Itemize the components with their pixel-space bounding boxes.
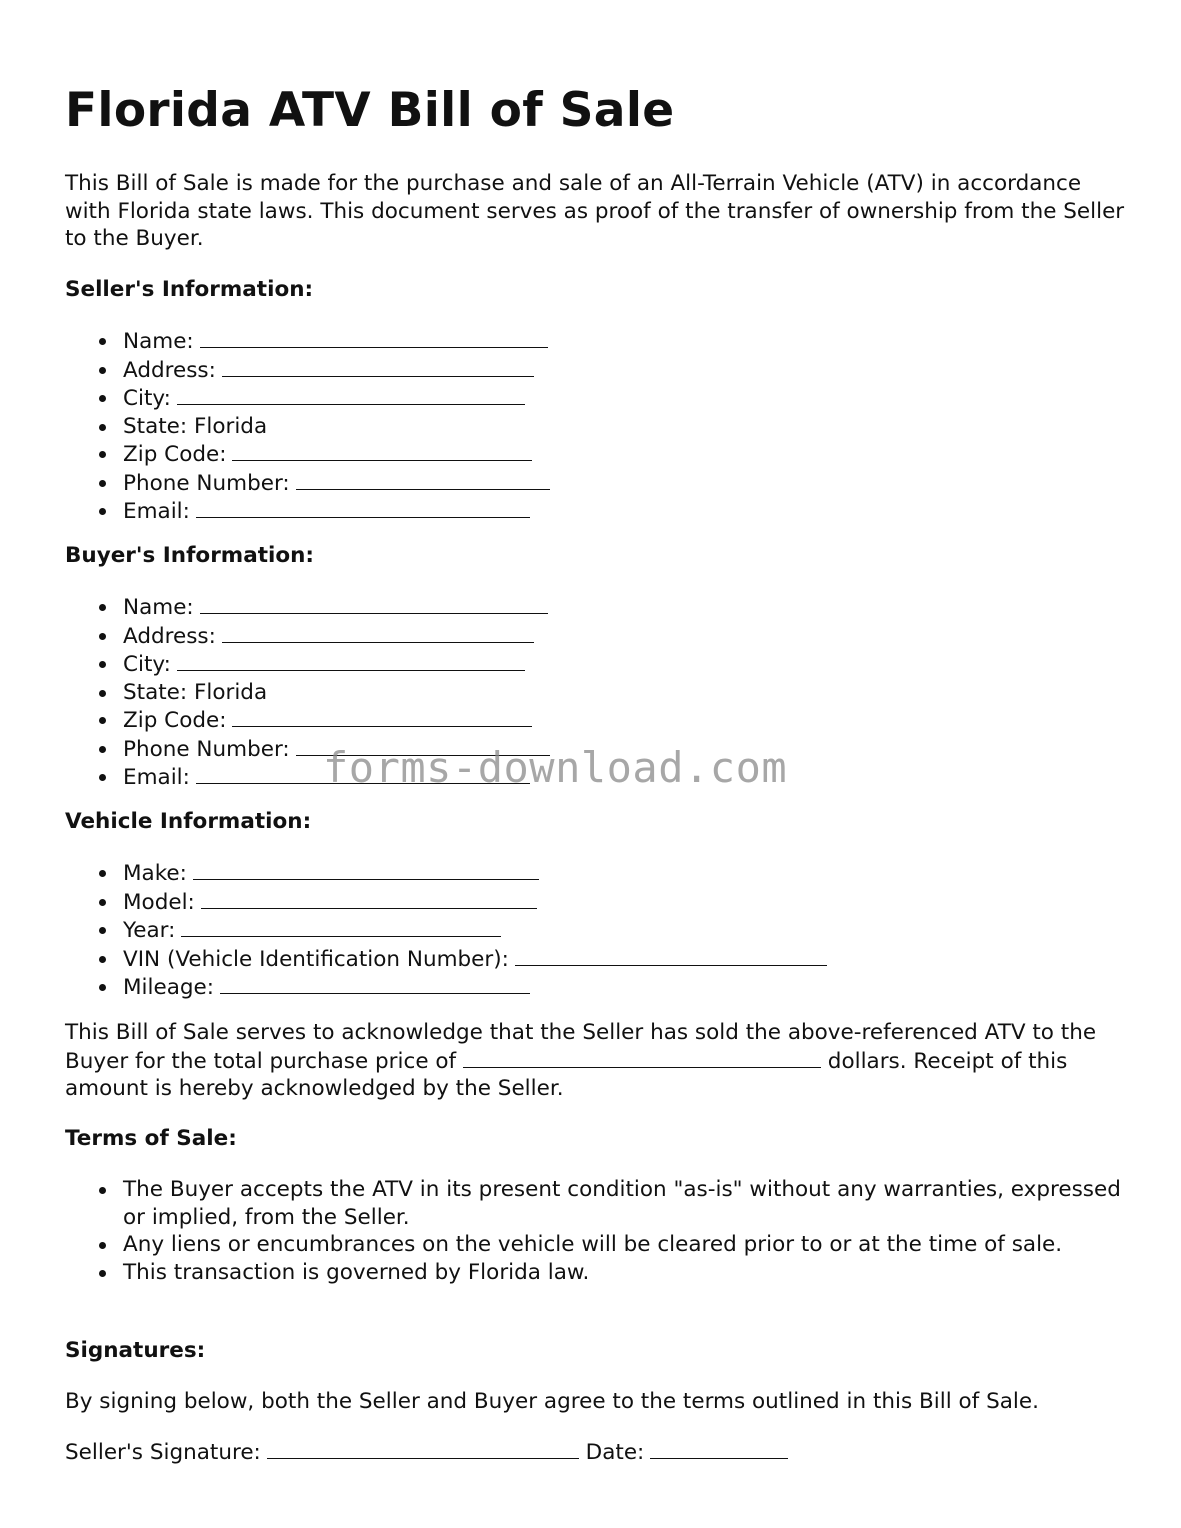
- buyer-state-label: State: Florida: [123, 679, 268, 705]
- buyer-address-label: Address:: [123, 623, 216, 649]
- seller-name-field[interactable]: [200, 327, 548, 348]
- buyer-email-label: Email:: [123, 765, 190, 790]
- buyer-zip-label: Zip Code:: [123, 708, 227, 733]
- date-label: Date:: [585, 1440, 645, 1465]
- seller-email-field[interactable]: [196, 497, 530, 518]
- list-item: [123, 888, 1123, 917]
- seller-signature-line: [65, 1438, 1125, 1467]
- seller-state-label: State: Florida: [123, 413, 268, 439]
- list-item: [123, 356, 1123, 385]
- buyer-address-field[interactable]: [222, 622, 534, 643]
- list-item: [123, 916, 1123, 945]
- vehicle-mileage-label: Mileage:: [123, 975, 215, 1000]
- terms-heading: Terms of Sale:: [65, 1126, 237, 1151]
- seller-address-label: Address:: [123, 357, 216, 383]
- vehicle-info-list: [65, 859, 1123, 1002]
- seller-phone-field[interactable]: [296, 469, 550, 490]
- vehicle-mileage-field[interactable]: [220, 973, 530, 994]
- acknowledgment-text-1: This Bill of Sale serves to acknowledge that the Seller has sold the above-referenced ATV to the Buyer for the total purchase price of: [65, 1020, 1097, 1074]
- buyer-zip-field[interactable]: [232, 706, 532, 727]
- seller-zip-field[interactable]: [232, 440, 532, 461]
- list-item: [123, 706, 1123, 735]
- list-item: [123, 440, 1123, 469]
- terms-list: [65, 1176, 1123, 1286]
- buyer-heading: Buyer's Information:: [65, 543, 315, 568]
- purchase-price-field[interactable]: [463, 1047, 821, 1068]
- list-item: [123, 622, 1123, 651]
- list-item: [123, 859, 1123, 888]
- list-item: [123, 413, 1123, 441]
- vehicle-year-field[interactable]: [181, 916, 501, 937]
- vehicle-model-field[interactable]: [201, 888, 537, 909]
- buyer-name-label: Name:: [123, 595, 194, 620]
- list-item: [123, 679, 1123, 707]
- acknowledgment-text-2: dollars. Receipt of this amount is hereby acknowledged by the Seller.: [65, 1048, 1068, 1101]
- vehicle-vin-field[interactable]: [515, 945, 827, 966]
- list-item: [123, 945, 1123, 974]
- list-item: [123, 497, 1123, 526]
- vehicle-model-label: Model:: [123, 889, 195, 915]
- buyer-name-field[interactable]: [200, 593, 548, 614]
- list-item: [123, 593, 1123, 622]
- seller-city-label: City:: [123, 386, 171, 411]
- seller-name-label: Name:: [123, 329, 194, 354]
- vehicle-make-label: Make:: [123, 861, 187, 886]
- list-item: Any liens or encumbrances on the vehicle will be cleared prior to or at the time of sale.: [123, 1231, 1123, 1259]
- list-item: [123, 384, 1123, 413]
- list-item: [123, 650, 1123, 679]
- seller-heading: Seller's Information:: [65, 277, 314, 302]
- seller-signature-label: Seller's Signature:: [65, 1440, 261, 1465]
- list-item: [123, 973, 1123, 1002]
- buyer-phone-label: Phone Number:: [123, 736, 290, 762]
- signatures-heading: Signatures:: [65, 1338, 206, 1363]
- intro-paragraph: This Bill of Sale is made for the purchase and sale of an All-Terrain Vehicle (ATV) in accordance with Florida state laws. This document serves as proof of the transfer of ownership from the Seller to the Buyer.: [65, 171, 1125, 251]
- watermark-text: forms-download.com: [323, 743, 788, 792]
- vehicle-vin-label: VIN (Vehicle Identification Number):: [123, 946, 509, 972]
- vehicle-year-label: Year:: [123, 918, 176, 943]
- seller-info-list: [65, 327, 1123, 526]
- date-field[interactable]: [650, 1438, 788, 1459]
- vehicle-make-field[interactable]: [193, 859, 539, 880]
- buyer-city-field[interactable]: [177, 650, 525, 671]
- list-item: The Buyer accepts the ATV in its present condition "as-is" without any warranties, expressed or implied, from the Seller.: [123, 1176, 1123, 1231]
- seller-phone-label: Phone Number:: [123, 470, 290, 496]
- buyer-city-label: City:: [123, 652, 171, 677]
- signatures-statement: By signing below, both the Seller and Buyer agree to the terms outlined in this Bill of Sale.: [65, 1389, 1039, 1414]
- seller-signature-field[interactable]: [267, 1438, 579, 1459]
- document-title: Florida ATV Bill of Sale: [65, 83, 675, 138]
- list-item: [123, 327, 1123, 356]
- seller-address-field[interactable]: [222, 356, 534, 377]
- vehicle-heading: Vehicle Information:: [65, 809, 312, 834]
- seller-city-field[interactable]: [177, 384, 525, 405]
- list-item: This transaction is governed by Florida law.: [123, 1259, 1123, 1287]
- acknowledgment-paragraph: [65, 1019, 1125, 1103]
- seller-email-label: Email:: [123, 499, 190, 524]
- list-item: [123, 469, 1123, 498]
- seller-zip-label: Zip Code:: [123, 442, 227, 467]
